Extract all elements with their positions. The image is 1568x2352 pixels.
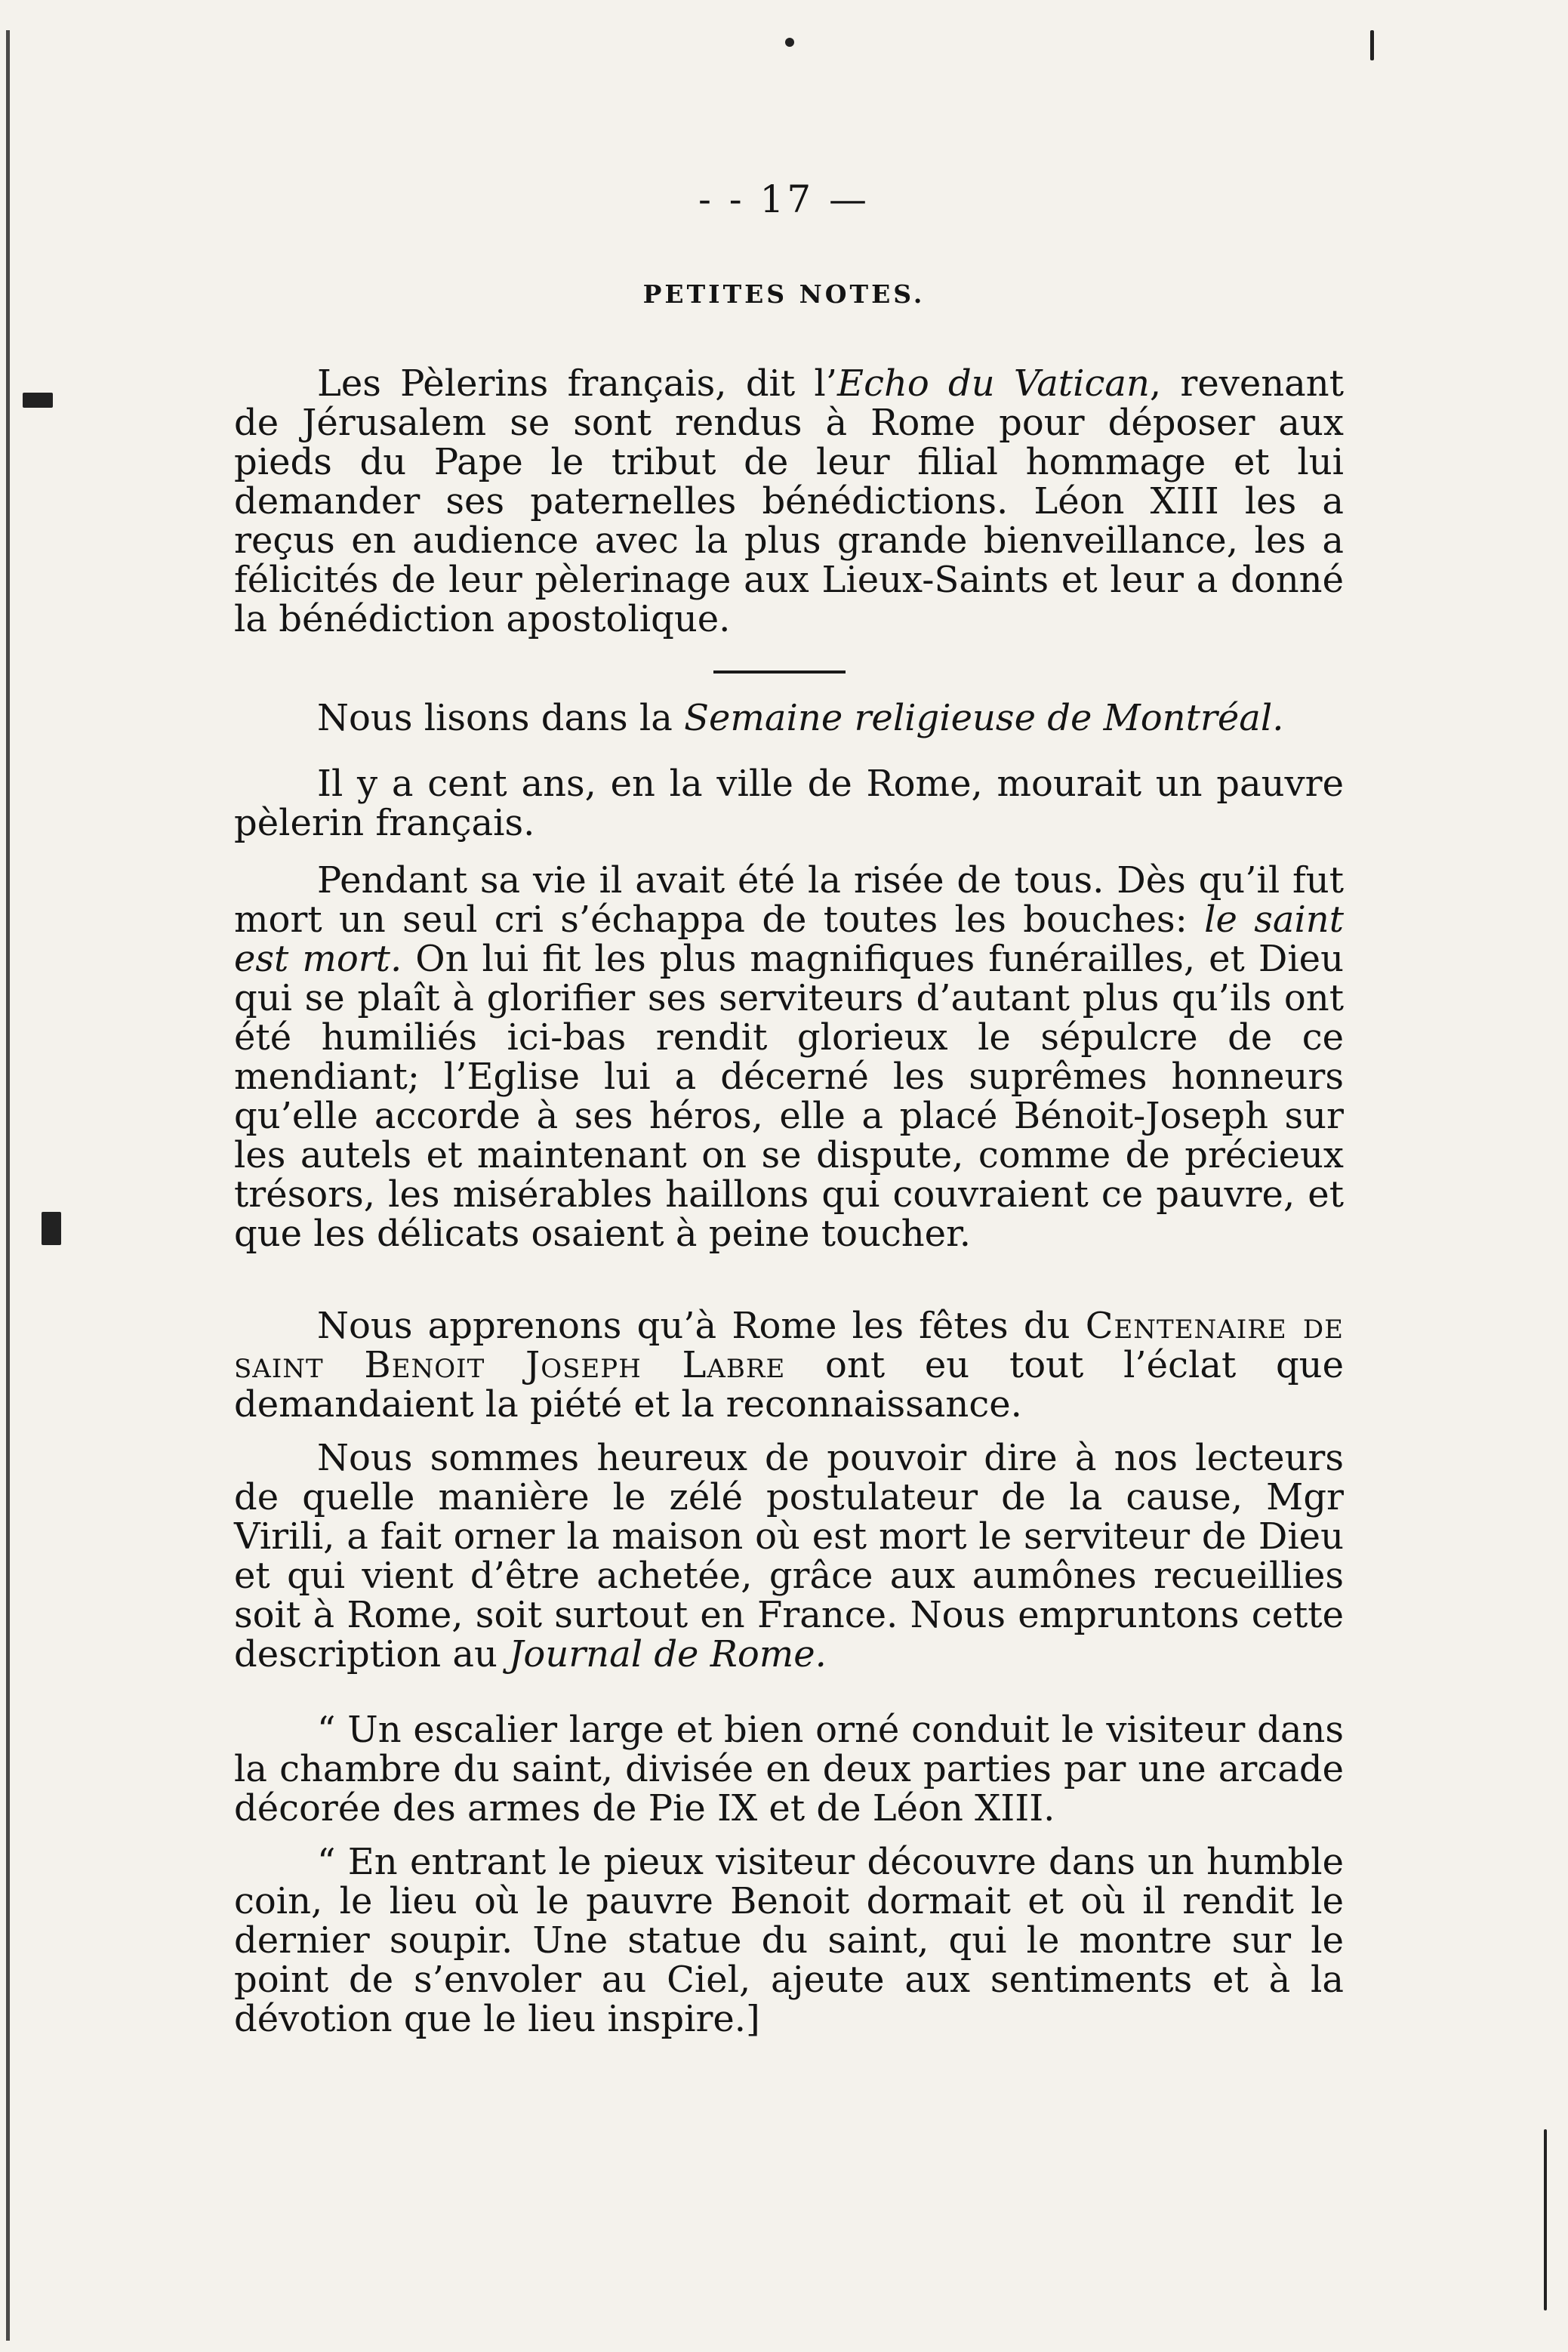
margin-ink-mark	[42, 1212, 61, 1245]
paragraph-centenary	[234, 1306, 1344, 1424]
text-run: On lui fit les plus magnifiques funérailles, et Dieu qui se plaît à glorifier ses serviteurs d’autant plus qu’ils ont été humiliés ici-bas rendit glorieux le sépulcre de ce mendiant; l’Eglise lui a décerné les suprêmes honneurs qu’elle accorde à ses héros, elle a placé Bénoit-Joseph sur les autels et maintenant on se dispute, comme de précieux trésors, les misérables haillons qui couvraient ce pauvre, et que les délicats osaient à peine toucher.	[234, 938, 1344, 1255]
paragraph-life-and-honours	[234, 861, 1344, 1253]
text-run: , revenant de Jérusalem se sont rendus à Rome pour déposer aux pieds du Pape le tribut de leur filial hommage et lui demander ses paternelles bénédictions. Léon XIII les a reçus en audience avec la plus grande bienveillance, les a félicités de leur pèlerinage aux Lieux-Saints et leur a donné la bénédiction apostolique.	[234, 362, 1344, 640]
paragraph-pilgrim-died	[234, 764, 1344, 843]
smallcaps-title: Centenaire de saint Benoit Joseph Labre	[234, 1305, 1344, 1386]
publication-title: Semaine religieuse de Montréal.	[684, 697, 1284, 739]
text-run: Nous apprenons qu’à Rome les fêtes du	[317, 1305, 1086, 1347]
paragraph-reading-intro	[234, 698, 1344, 738]
margin-ink-mark	[23, 393, 53, 408]
text-run: Nous lisons dans la	[317, 697, 685, 739]
margin-ink-mark	[1544, 2129, 1547, 2310]
text-run: Nous sommes heureux de pouvoir dire à nos lecteurs de quelle manière le zélé postulateur de la cause, Mgr Virili, a fait orner la maison où est mort le serviteur de Dieu et qui vient d’être achetée, grâce aux aumônes recueillies soit à Rome, soit surtout en France. Nous empruntons cette description au	[234, 1437, 1344, 1675]
section-title: PETITES NOTES.	[642, 279, 926, 309]
binding-edge-line	[6, 30, 10, 2341]
paragraph-text: “ Un escalier large et bien orné conduit le visiteur dans la chambre du saint, divisée en deux parties par une arcade décorée des armes de Pie IX et de Léon XIII.	[234, 1709, 1344, 1830]
paragraph-house-decoration	[234, 1438, 1344, 1674]
paragraph-staircase-quote	[234, 1710, 1344, 1828]
margin-ink-mark	[785, 38, 794, 47]
paragraph-text: “ En entrant le pieux visiteur découvre dans un humble coin, le lieu où le pauvre Benoit dormait et où il rendit le dernier soupir. Une statue du saint, qui le montre sur le point de s’envoler au Ciel, ajeute aux sentiments et à la dévotion que le lieu inspire.]	[234, 1841, 1344, 2040]
margin-ink-mark	[1370, 30, 1374, 60]
quoted-phrase: le saint est mort.	[234, 899, 1345, 980]
text-run: Les Pèlerins français, dit l’	[317, 362, 838, 405]
page-number: - - 17 —	[698, 177, 870, 221]
paragraph-pilgrims	[234, 364, 1344, 639]
publication-title: Echo du Vatican	[837, 362, 1150, 405]
text-run: ont eu tout l’éclat que demandaient la piété et la reconnaissance.	[234, 1344, 1345, 1426]
section-divider	[713, 670, 846, 674]
publication-title: Journal de Rome.	[509, 1633, 827, 1675]
paragraph-text: Il y a cent ans, en la ville de Rome, mourait un pauvre pèlerin français.	[234, 763, 1344, 844]
text-run: Pendant sa vie il avait été la risée de tous. Dès qu’il fut mort un seul cri s’échappa de toutes les bouches:	[234, 859, 1344, 941]
paragraph-humble-corner-quote	[234, 1842, 1344, 2039]
